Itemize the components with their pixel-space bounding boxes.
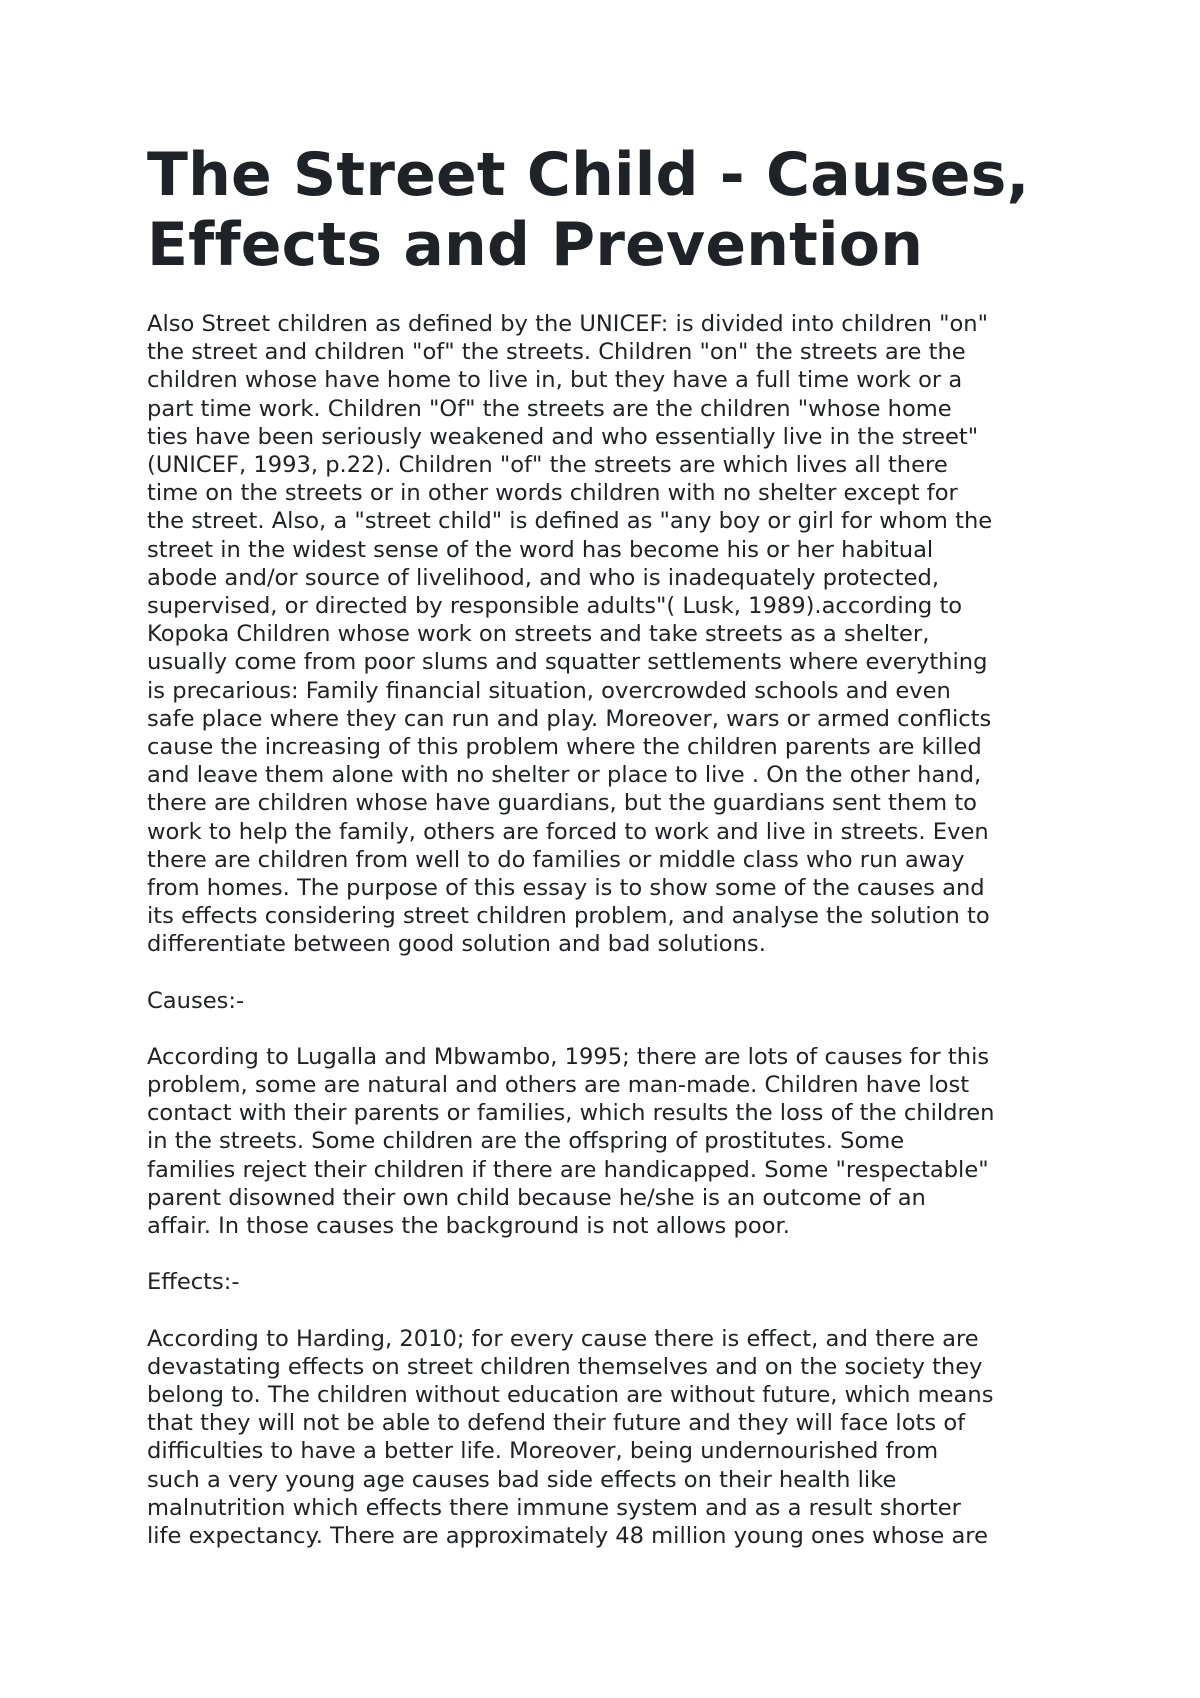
text-line: such a very young age causes bad side effects on their health like (147, 1466, 897, 1493)
text-line: from homes. The purpose of this essay is to show some of the causes and (147, 875, 985, 902)
text-line: supervised, or directed by responsible adults"( Lusk, 1989).according to (147, 593, 963, 620)
text-line: usually come from poor slums and squatter settlements where everything (147, 649, 988, 676)
text-line: abode and/or source of livelihood, and who is inadequately protected, (147, 564, 939, 591)
text-line: that they will not be able to defend their future and they will face lots of (147, 1410, 966, 1437)
text-line: is precarious: Family financial situation, overcrowded schools and even (147, 677, 951, 704)
text-line: there are children from well to do families or middle class who run away (147, 846, 965, 873)
causes-heading: Causes:- (147, 987, 245, 1014)
text-line: work to help the family, others are forced to work and live in streets. Even (147, 818, 989, 845)
text-line: in the streets. Some children are the offspring of prostitutes. Some (147, 1128, 905, 1155)
text-line: Also Street children as defined by the UNICEF: is divided into children "on" (147, 311, 989, 337)
text-line: parent disowned their own child because he/she is an outcome of an (147, 1184, 926, 1211)
text-line: ties have been seriously weakened and who essentially live in the street" (147, 423, 979, 450)
text-line: difficulties to have a better life. Moreover, being undernourished from (147, 1438, 939, 1465)
text-line: differentiate between good solution and bad solutions. (147, 931, 766, 958)
text-line: the street. Also, a "street child" is defined as "any boy or girl for whom the (147, 508, 993, 535)
text-line: part time work. Children "Of" the streets are the children "whose home (147, 395, 952, 422)
text-line: families reject their children if there are handicapped. Some "respectable" (147, 1156, 989, 1183)
title-line: Effects and Prevention (147, 210, 924, 280)
effects-heading: Effects:- (147, 1269, 240, 1296)
document-page (147, 140, 1077, 1578)
text-line: According to Harding, 2010; for every cause there is effect, and there are (147, 1325, 979, 1352)
effects-paragraph (147, 1325, 1077, 1551)
text-line: (UNICEF, 1993, p.22). Children "of" the streets are which lives all there (147, 452, 948, 479)
causes-paragraph (147, 1043, 1077, 1240)
document-title (147, 140, 1077, 280)
text-line: and leave them alone with no shelter or place to live . On the other hand, (147, 762, 982, 789)
text-line: time on the streets or in other words children with no shelter except for (147, 480, 958, 507)
text-line: belong to. The children without education are without future, which means (147, 1381, 994, 1408)
text-line: According to Lugalla and Mbwambo, 1995; there are lots of causes for this (147, 1043, 990, 1070)
text-line: cause the increasing of this problem where the children parents are killed (147, 734, 982, 761)
text-line: problem, some are natural and others are man-made. Children have lost (147, 1072, 970, 1099)
text-line: malnutrition which effects there immune system and as a result shorter (147, 1494, 961, 1521)
text-line: Kopoka Children whose work on streets and take streets as a shelter, (147, 621, 930, 648)
text-line: affair. In those causes the background is not allows poor. (147, 1213, 790, 1240)
intro-paragraph (147, 310, 1077, 959)
text-line: safe place where they can run and play. Moreover, wars or armed conflicts (147, 705, 992, 732)
text-line: devastating effects on street children themselves and on the society they (147, 1353, 983, 1380)
text-line: contact with their parents or families, which results the loss of the children (147, 1100, 995, 1127)
text-line: children whose have home to live in, but they have a full time work or a (147, 367, 963, 394)
text-line: the street and children "of" the streets. Children "on" the streets are the (147, 339, 966, 366)
title-line: The Street Child - Causes, (147, 140, 1030, 210)
text-line: its effects considering street children problem, and analyse the solution to (147, 903, 990, 930)
text-line: street in the widest sense of the word has become his or her habitual (147, 536, 934, 563)
text-line: life expectancy. There are approximately 48 million young ones whose are (147, 1522, 988, 1549)
text-line: there are children whose have guardians, but the guardians sent them to (147, 790, 977, 817)
